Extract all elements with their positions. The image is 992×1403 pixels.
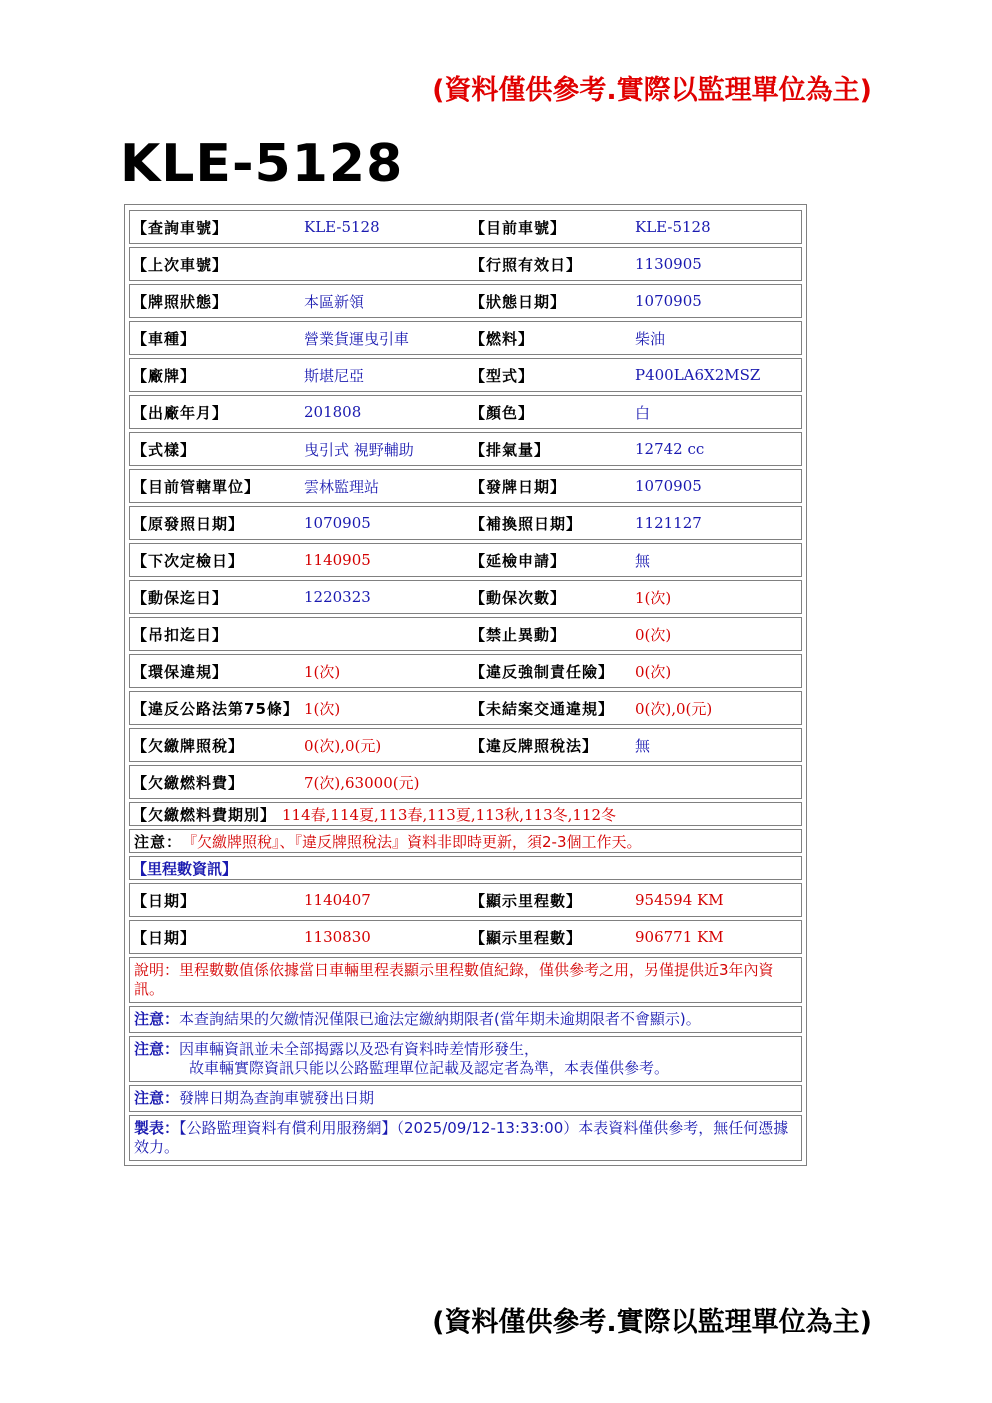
fuel-period-label: 【欠繳燃料費期別】: [132, 805, 277, 824]
record-label: 【動保迄日】: [132, 588, 229, 607]
record-row: [129, 395, 802, 429]
record-row: [129, 543, 802, 577]
record-label: 【目前車號】: [470, 218, 567, 237]
record-label: 【排氣量】: [470, 440, 551, 459]
record-label: 【環保違規】: [132, 662, 229, 681]
record-label: 【狀態日期】: [470, 292, 567, 311]
record-value: P400LA6X2MSZ: [635, 366, 761, 384]
record-label: 【牌照狀態】: [132, 292, 229, 311]
footer-label: 製表：: [134, 1119, 180, 1137]
note-tax-row: [129, 829, 802, 853]
note-disclosure-label: 注意：: [134, 1040, 180, 1058]
record-label: 【廠牌】: [132, 366, 197, 385]
record-value: 0(次): [635, 625, 672, 644]
plate-number-title: KLE-5128: [120, 134, 404, 194]
disclaimer-top: (資料僅供參考.實際以監理單位為主): [432, 75, 872, 106]
record-row: [129, 617, 802, 651]
record-value: 1(次): [304, 699, 341, 718]
note-tax-label: 注意：: [134, 832, 183, 851]
mileage-date-label: 【日期】: [132, 928, 197, 947]
record-row: [129, 728, 802, 762]
record-row: [129, 654, 802, 688]
record-label: 【禁止異動】: [470, 625, 567, 644]
record-value: 0(次),0(元): [304, 736, 382, 755]
record-value: 1070905: [304, 514, 371, 532]
record-value: 0(次): [635, 662, 672, 681]
record-label: 【車種】: [132, 329, 197, 348]
disclaimer-bottom: (資料僅供參考.實際以監理單位為主): [432, 1307, 872, 1338]
record-value: 1070905: [635, 477, 702, 495]
record-value: 1(次): [304, 662, 341, 681]
mileage-date-value: 1130830: [304, 928, 371, 946]
note-issue-date-label: 注意：: [134, 1089, 180, 1107]
record-value: 無: [635, 736, 651, 755]
note-disclosure-line2: 故車輛實際資訊只能以公路監理單位記載及認定者為準，本表僅供參考。: [189, 1059, 670, 1077]
record-label: 【違反公路法第75條】: [132, 699, 299, 718]
mileage-km-value: 954594 KM: [635, 891, 724, 909]
mileage-date-value: 1140407: [304, 891, 371, 909]
note-overdue-label: 注意：: [134, 1010, 180, 1028]
record-value: 1121127: [635, 514, 702, 532]
fuel-period-value: 114春,114夏,113春,113夏,113秋,113冬,112冬: [282, 805, 617, 824]
record-label: 【延檢申請】: [470, 551, 567, 570]
record-label: 【違反強制責任險】: [470, 662, 615, 681]
note-issue-date-row: [129, 1085, 802, 1112]
note-overdue-text: 本查詢結果的欠繳情況僅限已逾法定繳納期限者(當年期未逾期限者不會顯示)。: [179, 1010, 701, 1028]
record-label: 【型式】: [470, 366, 535, 385]
explain-row: [129, 957, 802, 1003]
mileage-header-row: [129, 856, 802, 880]
record-rows: [129, 210, 802, 762]
record-value: 營業貨運曳引車: [304, 329, 410, 348]
note-disclosure-row: [129, 1036, 802, 1082]
record-value: 1130905: [635, 255, 702, 273]
note-disclosure-line1: 因車輛資訊並未全部揭露以及恐有資料時差情形發生，: [179, 1040, 540, 1058]
record-value: 白: [635, 403, 651, 422]
vehicle-record-table: [124, 204, 807, 1166]
note-issue-date-text: 發牌日期為查詢車號發出日期: [179, 1089, 375, 1107]
record-label: 【違反牌照稅法】: [470, 736, 599, 755]
record-value: 0(次),0(元): [635, 699, 713, 718]
record-label: 【式樣】: [132, 440, 197, 459]
record-value: 1220323: [304, 588, 371, 606]
record-label: 【動保次數】: [470, 588, 567, 607]
record-label: 【目前管轄單位】: [132, 477, 261, 496]
record-label: 【原發照日期】: [132, 514, 245, 533]
fuel-fee-row: [129, 765, 802, 799]
record-value: 1140905: [304, 551, 371, 569]
note-overdue-row: [129, 1006, 802, 1033]
record-value: 雲林監理站: [304, 477, 380, 496]
record-label: 【行照有效日】: [470, 255, 583, 274]
record-label: 【未結案交通違規】: [470, 699, 615, 718]
note-tax-text: 『欠繳牌照稅』、『違反牌照稅法』資料非即時更新，須2-3個工作天。: [182, 832, 642, 851]
record-label: 【吊扣迄日】: [132, 625, 229, 644]
record-row: [129, 210, 802, 244]
fuel-period-row: [129, 802, 802, 826]
record-label: 【出廠年月】: [132, 403, 229, 422]
mileage-rows: [129, 883, 802, 954]
explain-text: 說明：里程數數值係依據當日車輛里程表顯示里程數值紀錄，僅供參考之用，另僅提供近3年內資訊。: [134, 961, 774, 998]
record-value: 12742 cc: [635, 440, 705, 458]
footer-row: [129, 1115, 802, 1161]
record-row: [129, 580, 802, 614]
record-label: 【查詢車號】: [132, 218, 229, 237]
record-value: 1070905: [635, 292, 702, 310]
mileage-header: 【里程數資訊】: [132, 859, 238, 878]
record-row: [129, 432, 802, 466]
record-row: [129, 358, 802, 392]
record-row: [129, 469, 802, 503]
record-label: 【補換照日期】: [470, 514, 583, 533]
record-label: 【下次定檢日】: [132, 551, 245, 570]
mileage-km-label: 【顯示里程數】: [470, 891, 583, 910]
record-value: 無: [635, 551, 651, 570]
mileage-row: [129, 920, 802, 954]
record-value: 斯堪尼亞: [304, 366, 365, 385]
mileage-km-label: 【顯示里程數】: [470, 928, 583, 947]
record-row: [129, 691, 802, 725]
record-label: 【欠繳牌照稅】: [132, 736, 245, 755]
record-value: KLE-5128: [304, 218, 380, 236]
mileage-row: [129, 883, 802, 917]
record-value: 1(次): [635, 588, 672, 607]
record-label: 【發牌日期】: [470, 477, 567, 496]
record-label: 【上次車號】: [132, 255, 229, 274]
record-value: 曳引式 視野輔助: [304, 440, 414, 459]
fuel-fee-value: 7(次),63000(元): [304, 773, 420, 792]
mileage-km-value: 906771 KM: [635, 928, 724, 946]
record-row: [129, 321, 802, 355]
record-value: KLE-5128: [635, 218, 711, 236]
record-row: [129, 284, 802, 318]
record-value: 201808: [304, 403, 362, 421]
record-row: [129, 506, 802, 540]
fuel-fee-label: 【欠繳燃料費】: [132, 773, 245, 792]
record-label: 【顏色】: [470, 403, 535, 422]
record-value: 柴油: [635, 329, 666, 348]
record-value: 本區新領: [304, 292, 365, 311]
footer-text: 【公路監理資料有償利用服務網】（2025/09/12-13:33:00）本表資料僅供參考，無任何憑據效力。: [134, 1119, 789, 1156]
record-row: [129, 247, 802, 281]
record-label: 【燃料】: [470, 329, 535, 348]
mileage-date-label: 【日期】: [132, 891, 197, 910]
